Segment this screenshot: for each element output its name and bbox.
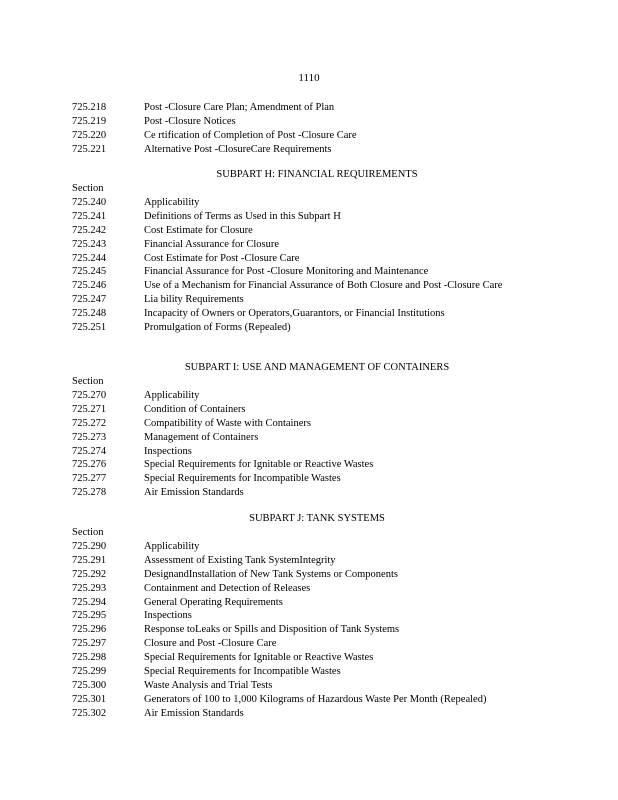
toc-entry	[72, 143, 542, 157]
toc-entry	[72, 623, 542, 637]
section-title: Alternative Post -ClosureCare Requirements	[144, 143, 332, 155]
section-number: 725.276	[72, 459, 107, 471]
toc-entry	[72, 665, 542, 679]
toc-entry	[72, 568, 542, 582]
section-title: Air Emission Standards	[144, 707, 244, 719]
section-title: Inspections	[144, 610, 192, 622]
section-title: Generators of 100 to 1,000 Kilograms of Hazardous Waste Per Month (Repealed)	[144, 693, 487, 705]
section-title: Cost Estimate for Closure	[144, 224, 253, 236]
section-number: 725.291	[72, 554, 107, 566]
toc-entry	[72, 238, 542, 252]
section-number: 725.296	[72, 624, 107, 636]
section-title: Financial Assurance for Closure	[144, 238, 280, 250]
subpart-heading: SUBPART I: USE AND MANAGEMENT OF CONTAINERS	[184, 362, 450, 373]
section-number: 725.221	[72, 143, 107, 155]
section-number: 725.302	[72, 707, 107, 719]
section-title: Special Requirements for Ignitable or Reactive Wastes	[144, 652, 374, 664]
section-title: Closure and Post -Closure Care	[144, 638, 277, 650]
toc-entry	[72, 307, 542, 321]
toc-entry	[72, 596, 542, 610]
toc-entry	[72, 431, 542, 445]
section-title: Response toLeaks or Spills and Disposition of Tank Systems	[144, 624, 400, 636]
section-title: Ce rtification of Completion of Post -Closure Care	[144, 129, 357, 141]
section-number: 725.271	[72, 403, 107, 415]
toc-entry	[72, 486, 542, 500]
section-number: 725.240	[72, 196, 107, 208]
toc-entry	[72, 582, 542, 596]
toc-entry	[72, 265, 542, 279]
toc-entry	[72, 129, 542, 143]
toc-entry	[72, 679, 542, 693]
section-title: Incapacity of Owners or Operators,Guarantors, or Financial Institutions	[144, 308, 445, 320]
section-title: Compatibility of Waste with Containers	[144, 417, 311, 429]
section-title: Definitions of Terms as Used in this Subpart H	[144, 210, 341, 222]
section-number: 725.251	[72, 322, 107, 334]
section-number: 725.293	[72, 582, 107, 594]
section-number: 725.246	[72, 280, 107, 292]
toc-entry	[72, 224, 542, 238]
toc-entry	[72, 445, 542, 459]
section-column-label: Section	[72, 527, 104, 538]
toc-entry	[72, 637, 542, 651]
toc-entry	[72, 101, 542, 115]
toc-entry	[72, 540, 542, 554]
toc-block-subpart-g-continued	[72, 101, 542, 157]
section-number: 725.218	[72, 102, 107, 113]
section-title: Financial Assurance for Post -Closure Monitoring and Maintenance	[144, 266, 429, 278]
section-title: General Operating Requirements	[144, 596, 283, 608]
toc-entry	[72, 293, 542, 307]
section-number: 725.245	[72, 266, 107, 278]
section-number: 725.278	[72, 487, 107, 499]
toc-block-subpart-j	[72, 512, 542, 721]
toc-entry	[72, 321, 542, 335]
toc-block-subpart-h	[72, 168, 542, 335]
section-title: Promulgation of Forms (Repealed)	[144, 322, 291, 334]
section-number: 725.301	[72, 693, 107, 705]
section-number: 725.294	[72, 596, 107, 608]
toc-entry	[72, 417, 542, 431]
toc-entry	[72, 115, 542, 129]
section-number: 725.300	[72, 679, 107, 691]
toc-entry	[72, 279, 542, 293]
section-number: 725.292	[72, 568, 107, 580]
section-number: 725.248	[72, 308, 107, 320]
subpart-heading: SUBPART H: FINANCIAL REQUIREMENTS	[216, 169, 418, 180]
section-number: 725.247	[72, 294, 107, 306]
toc-entry	[72, 472, 542, 486]
subpart-heading: SUBPART J: TANK SYSTEMS	[249, 513, 385, 524]
section-number: 725.243	[72, 238, 107, 250]
section-number: 725.272	[72, 417, 107, 429]
section-title: Cost Estimate for Post -Closure Care	[144, 252, 300, 264]
section-title: Management of Containers	[144, 431, 259, 443]
section-title: Air Emission Standards	[144, 487, 244, 499]
section-title: Condition of Containers	[144, 403, 246, 415]
section-number: 725.290	[72, 540, 107, 552]
toc-entry	[72, 693, 542, 707]
section-title: Post -Closure Care Plan; Amendment of Plan	[144, 102, 335, 113]
section-number: 725.219	[72, 115, 107, 127]
section-title: Special Requirements for Incompatible Wastes	[144, 666, 341, 678]
section-number: 725.244	[72, 252, 107, 264]
toc-entry	[72, 651, 542, 665]
section-title: Post -Closure Notices	[144, 115, 236, 127]
toc-entry	[72, 554, 542, 568]
section-title: Applicability	[144, 389, 200, 401]
toc-block-subpart-i	[72, 361, 542, 500]
section-column-label: Section	[72, 376, 104, 387]
toc-entry	[72, 707, 542, 721]
section-number: 725.273	[72, 431, 107, 443]
section-title: Special Requirements for Incompatible Wastes	[144, 473, 341, 485]
section-number: 725.270	[72, 389, 107, 401]
section-title: Waste Analysis and Trial Tests	[144, 679, 273, 691]
toc-entry	[72, 252, 542, 266]
section-title: Inspections	[144, 445, 192, 457]
section-title: Assessment of Existing Tank SystemIntegrity	[144, 554, 336, 566]
section-title: Applicability	[144, 540, 200, 552]
section-number: 725.298	[72, 652, 107, 664]
section-title: Special Requirements for Ignitable or Reactive Wastes	[144, 459, 374, 471]
section-number: 725.297	[72, 638, 107, 650]
section-title: Use of a Mechanism for Financial Assurance of Both Closure and Post -Closure Care	[144, 280, 503, 292]
section-title: Lia bility Requirements	[144, 294, 244, 306]
section-number: 725.242	[72, 224, 107, 236]
section-title: Applicability	[144, 196, 200, 208]
section-number: 725.299	[72, 666, 107, 678]
page-number: 1110	[298, 72, 320, 84]
section-number: 725.241	[72, 210, 107, 222]
toc-entry	[72, 458, 542, 472]
toc-entry	[72, 609, 542, 623]
section-title: Containment and Detection of Releases	[144, 582, 311, 594]
section-column-label: Section	[72, 183, 104, 194]
section-title: DesignandInstallation of New Tank Systems or Components	[144, 568, 398, 580]
toc-entry	[72, 210, 542, 224]
section-number: 725.274	[72, 445, 107, 457]
section-number: 725.277	[72, 473, 107, 485]
section-number: 725.220	[72, 129, 107, 141]
section-number: 725.295	[72, 610, 107, 622]
toc-entry	[72, 389, 542, 403]
toc-entry	[72, 196, 542, 210]
toc-entry	[72, 403, 542, 417]
